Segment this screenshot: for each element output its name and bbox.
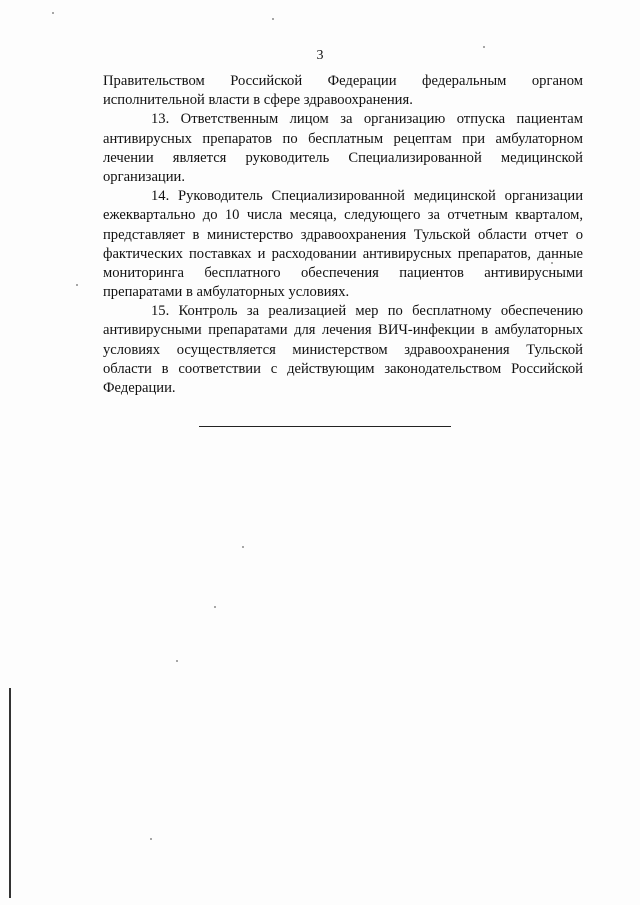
text-line: антивирусными препаратами для лечения ВИЧ-инфекции в амбулаторных (103, 322, 583, 339)
paragraph-15-first-line: 15. Контроль за реализацией мер по бесплатному обеспечению (151, 303, 583, 320)
text-line: представляет в министерство здравоохранения Тульской области отчет о (103, 226, 583, 243)
text-line: Федерации. (103, 380, 176, 396)
paragraph-14-first-line: 14. Руководитель Специализированной медицинской организации (151, 188, 583, 205)
text-line: препаратами в амбулаторных условиях. (103, 284, 350, 301)
scan-speck (176, 660, 178, 662)
scan-edge-mark (9, 688, 11, 898)
scan-speck (52, 12, 54, 14)
scan-speck (551, 262, 553, 264)
text-line: исполнительной власти в сфере здравоохранения. (103, 92, 413, 109)
text-line: условиях осуществляется министерством здравоохранения Тульской (103, 341, 583, 358)
scan-speck (242, 546, 244, 548)
scan-speck (214, 606, 216, 608)
text-line: организации. (103, 168, 185, 185)
scan-speck (150, 838, 152, 840)
text-line: ежеквартально до 10 числа месяца, следующего за отчетным кварталом, (103, 207, 583, 224)
text-line: фактических поставках и расходовании антивирусных препаратов, данные (103, 245, 583, 262)
scan-speck (76, 284, 78, 286)
scan-speck (272, 18, 274, 20)
text-line: мониторинга бесплатного обеспечения пациентов антивирусными (103, 264, 583, 281)
text-line: антивирусных препаратов по бесплатным рецептам при амбулаторном (103, 130, 583, 147)
page-number: 3 (316, 48, 324, 63)
paragraph-13-first-line: 13. Ответственным лицом за организацию отпуска пациентам (151, 111, 583, 128)
document-body (103, 72, 583, 398)
end-of-document-rule (199, 426, 451, 427)
text-line: области в соответствии с действующим законодательством Российской (103, 360, 583, 377)
text-line: лечении является руководитель Специализированной медицинской (103, 149, 583, 166)
scan-speck (483, 46, 485, 48)
text-line: Правительством Российской Федерации федеральным органом (103, 73, 583, 89)
